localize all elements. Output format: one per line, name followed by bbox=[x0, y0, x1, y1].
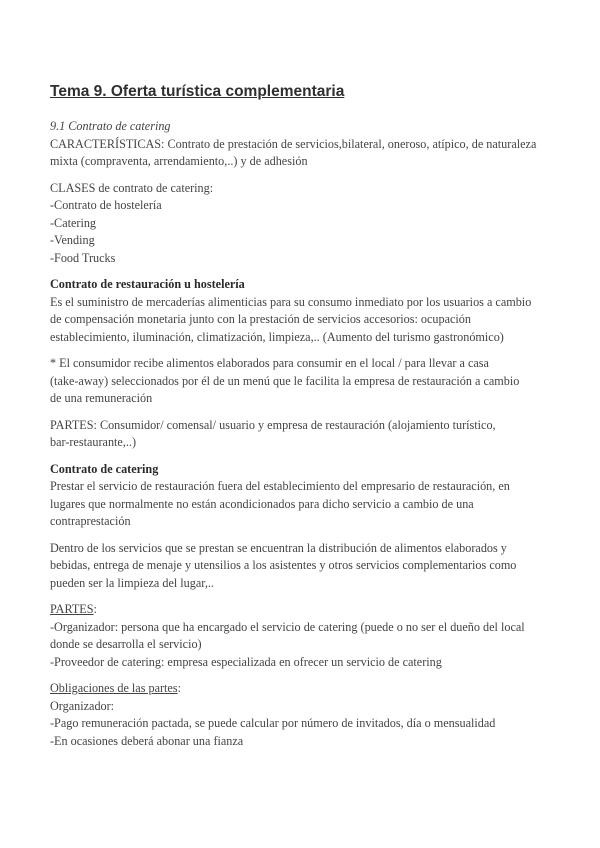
catering-partes bbox=[50, 601, 580, 671]
text-line: contraprestación bbox=[50, 514, 131, 528]
text-line: Es el suministro de mercaderías alimenticias para su consumo inmediato por los usuarios a cambio bbox=[50, 294, 532, 309]
section-subtitle: 9.1 Contrato de catering bbox=[50, 119, 171, 133]
page-title: Tema 9. Oferta turística complementaria bbox=[50, 83, 345, 100]
text-line: bar-restaurante,..) bbox=[50, 435, 137, 449]
text-line: establecimiento, iluminación, climatización, limpieza,.. (Aumento del turismo gastronómico) bbox=[50, 329, 504, 344]
catering-servicios bbox=[50, 540, 580, 593]
text-line: -Pago remuneración pactada, se puede calcular por número de invitados, día o mensualidad bbox=[50, 716, 496, 730]
text-line: donde se desarrolla el servicio) bbox=[50, 637, 202, 651]
text-line: mixta (compraventa, arrendamiento,..) y de adhesión bbox=[50, 154, 308, 168]
text-line: -Organizador: persona que ha encargado el servicio de catering (puede o no ser el dueño del local bbox=[50, 619, 525, 634]
text-line: -En ocasiones deberá abonar una fianza bbox=[50, 733, 244, 748]
text-line: PARTES: Consumidor/ comensal/ usuario y empresa de restauración (alojamiento turístico, bbox=[50, 417, 496, 432]
document-content bbox=[50, 82, 580, 759]
text-line: de una remuneración bbox=[50, 391, 153, 405]
text-line: * El consumidor recibe alimentos elaborados para consumir en el local / para llevar a casa bbox=[50, 356, 489, 370]
text-line: Organizador: bbox=[50, 698, 115, 713]
restauracion-partes bbox=[50, 417, 580, 452]
text-line: pueden ser la limpieza del lugar,.. bbox=[50, 575, 214, 590]
text-line: Dentro de los servicios que se prestan se encuentran la distribución de alimentos elaborados y bbox=[50, 540, 507, 555]
list-item: -Food Trucks bbox=[50, 250, 116, 265]
catering-heading: Contrato de catering bbox=[50, 461, 159, 476]
restauracion-note bbox=[50, 355, 580, 408]
section-caracteristicas bbox=[50, 118, 580, 171]
list-item: -Contrato de hostelería bbox=[50, 198, 162, 212]
obligaciones-colon: : bbox=[177, 681, 181, 695]
list-item: -Vending bbox=[50, 233, 95, 247]
clases-heading: CLASES de contrato de catering: bbox=[50, 180, 214, 195]
section-restauracion bbox=[50, 276, 580, 346]
text-line: bebidas, entrega de menaje y utensilios a los asistentes y otros servicios complementarios como bbox=[50, 558, 517, 572]
restauracion-heading: Contrato de restauración u hostelería bbox=[50, 277, 245, 291]
section-catering bbox=[50, 461, 580, 531]
text-line: (take-away) seleccionados por él de un menú que le facilita la empresa de restauración a cambio bbox=[50, 373, 520, 388]
text-line: de compensación monetaria junto con la prestación de servicios accesorios: ocupación bbox=[50, 312, 471, 326]
catering-obligaciones bbox=[50, 680, 580, 750]
partes-colon: : bbox=[93, 602, 97, 616]
text-line: CARACTERÍSTICAS: Contrato de prestación de servicios,bilateral, oneroso, atípico, de naturaleza bbox=[50, 136, 537, 151]
obligaciones-heading: Obligaciones de las partes bbox=[50, 681, 178, 695]
text-line: -Proveedor de catering: empresa especializada en ofrecer un servicio de catering bbox=[50, 654, 442, 669]
list-item: -Catering bbox=[50, 215, 97, 230]
text-line: lugares que normalmente no están acondicionados para dicho servicio a cambio de una bbox=[50, 496, 474, 511]
obligaciones-heading-line bbox=[50, 680, 580, 698]
partes-heading-line bbox=[50, 601, 580, 619]
section-clases bbox=[50, 180, 580, 268]
text-line: Prestar el servicio de restauración fuera del establecimiento del empresario de restauración, en bbox=[50, 479, 510, 493]
partes-heading: PARTES bbox=[50, 602, 94, 616]
